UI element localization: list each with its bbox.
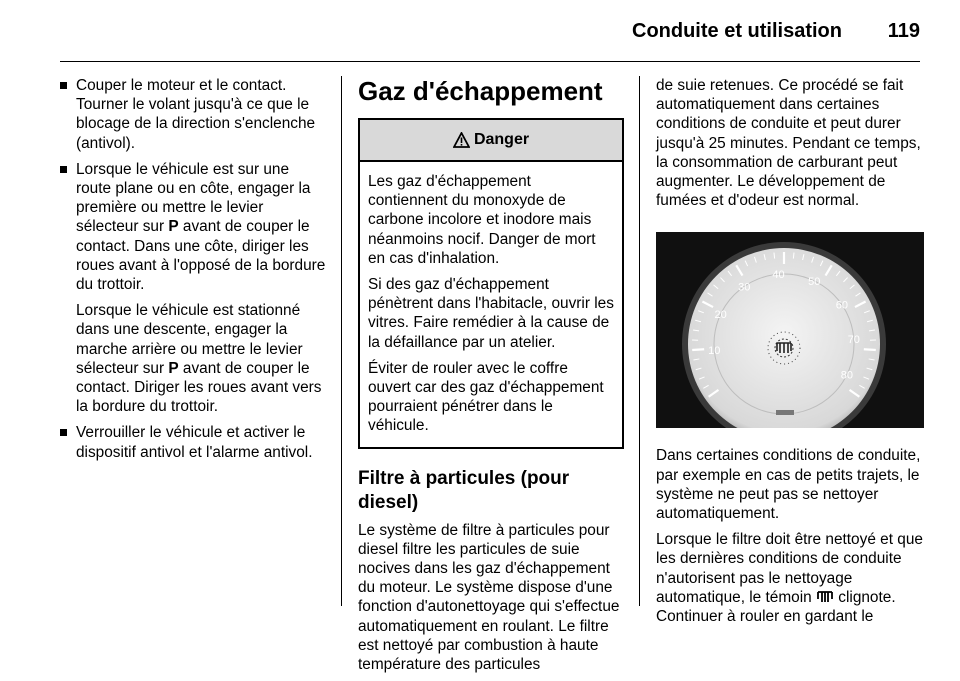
subsection-heading: Filtre à particules (pour diesel) <box>358 467 624 515</box>
gauge-tick <box>864 350 876 351</box>
list-item: Lorsque le véhicule est sur une route plane ou en côte, engager la première ou mettre le levier sélecteur sur P avant de couper le contact. Dans une côte, diriger les roues avant à l'opposé de la bordure du trottoir. <box>60 160 328 294</box>
odometer-mark <box>776 410 794 415</box>
gauge-tick <box>692 350 704 351</box>
selector-position-p: P <box>168 218 178 235</box>
page-number: 119 <box>888 20 920 43</box>
gauge-tick-label: 20 <box>715 310 727 322</box>
gauge-tick <box>774 253 775 259</box>
page-header <box>0 0 960 60</box>
gauge-tick <box>793 253 794 259</box>
gauge-tick-label: 10 <box>708 345 720 357</box>
column-divider <box>341 76 342 606</box>
chapter-title: Conduite et utilisation <box>632 20 842 43</box>
gauge-tick-label: 50 <box>808 276 820 288</box>
list-item-continuation: Lorsque le véhicule est stationné dans une descente, engager la marche arrière ou mettre le levier sélecteur sur P avant de couper le contact. Diriger les roues avant vers la bordure du trottoir. <box>60 301 328 416</box>
column-divider <box>639 76 640 606</box>
column-left <box>60 76 328 469</box>
danger-body: Les gaz d'échappement contiennent du monoxyde de carbone incolore et inodore mais néanmoins nocif. Danger de mort en cas d'inhalation. Si des gaz d'échappement pénètrent dans l'habitacle, ouvrir les vitres. Faire remédier à la cause de la défaillance par un atelier. Éviter de rouler avec le coffre ouvert car des gaz d'échappement pourraient pénétrer dans le véhicule. <box>360 162 622 447</box>
section-heading: Gaz d'échappement <box>358 76 624 106</box>
speedometer-gauge <box>656 232 924 428</box>
selector-position-p: P <box>168 360 178 377</box>
list-item: Verrouiller le véhicule et activer le dispositif antivol et l'alarme antivol. <box>60 423 328 461</box>
gauge-tick-label: 70 <box>848 334 860 346</box>
gauge-tick-label: 40 <box>772 270 784 282</box>
gauge-tick-label: 30 <box>738 282 750 294</box>
danger-box <box>358 118 624 449</box>
column-middle: Gaz d'échappement Danger Les gaz d'échappement contiennent du monoxyde de carbone incolore et inodore mais néanmoins nocif. Danger de mort en cas d'inhalation. Si des gaz d'échappement pénètrent dans l'habitacle, ouvrir les vitres. Faire remédier à la cause de la défaillance par un atelier. Éviter de rouler avec le coffre ouvert car des gaz d'échappement pourraient pénétrer dans le véhicule. Filtre à particules (pour diesel) Le système de filtre à particules pour diesel filtre les particules de suie nocives dans les gaz d'échappement du moteur. Le système dispose d'une fonction d'autonettoyage qui s'effectue automatiquement en roulant. Le filtre est nettoyé par combustion à haute température des particules <box>358 76 624 681</box>
warning-triangle-icon <box>453 132 470 148</box>
speedometer-illustration <box>656 232 924 428</box>
gauge-tick-label: 60 <box>836 300 848 312</box>
list-item: Couper le moteur et le contact. Tourner le volant jusqu'à ce que le blocage de la direction s'enclenche (antivol). <box>60 76 328 153</box>
danger-label: Danger <box>474 130 529 149</box>
danger-header <box>360 120 622 162</box>
particle-filter-warning-icon <box>816 590 834 604</box>
header-rule <box>60 61 920 62</box>
gauge-tick-label: 80 <box>841 370 853 382</box>
column-right: de suie retenues. Ce procédé se fait automatiquement dans certaines conditions de conduite et peut durer jusqu'à 25 minutes. Pendant ce temps, la consommation de carburant peut augmenter. Le développement de fumées et d'odeur est normal. 10 20 30 40 50 60 70 80 Dans certaines conditions de conduite, par exemple en cas de petits trajets, le système ne peut pas se nettoyer automatiquement. Lorsque le filtre doit être nettoyé et que les dernières conditions de conduite n'autorisent pas le nettoyage automatique, le témoin clignote. Continuer à rouler en gardant le <box>656 76 926 633</box>
